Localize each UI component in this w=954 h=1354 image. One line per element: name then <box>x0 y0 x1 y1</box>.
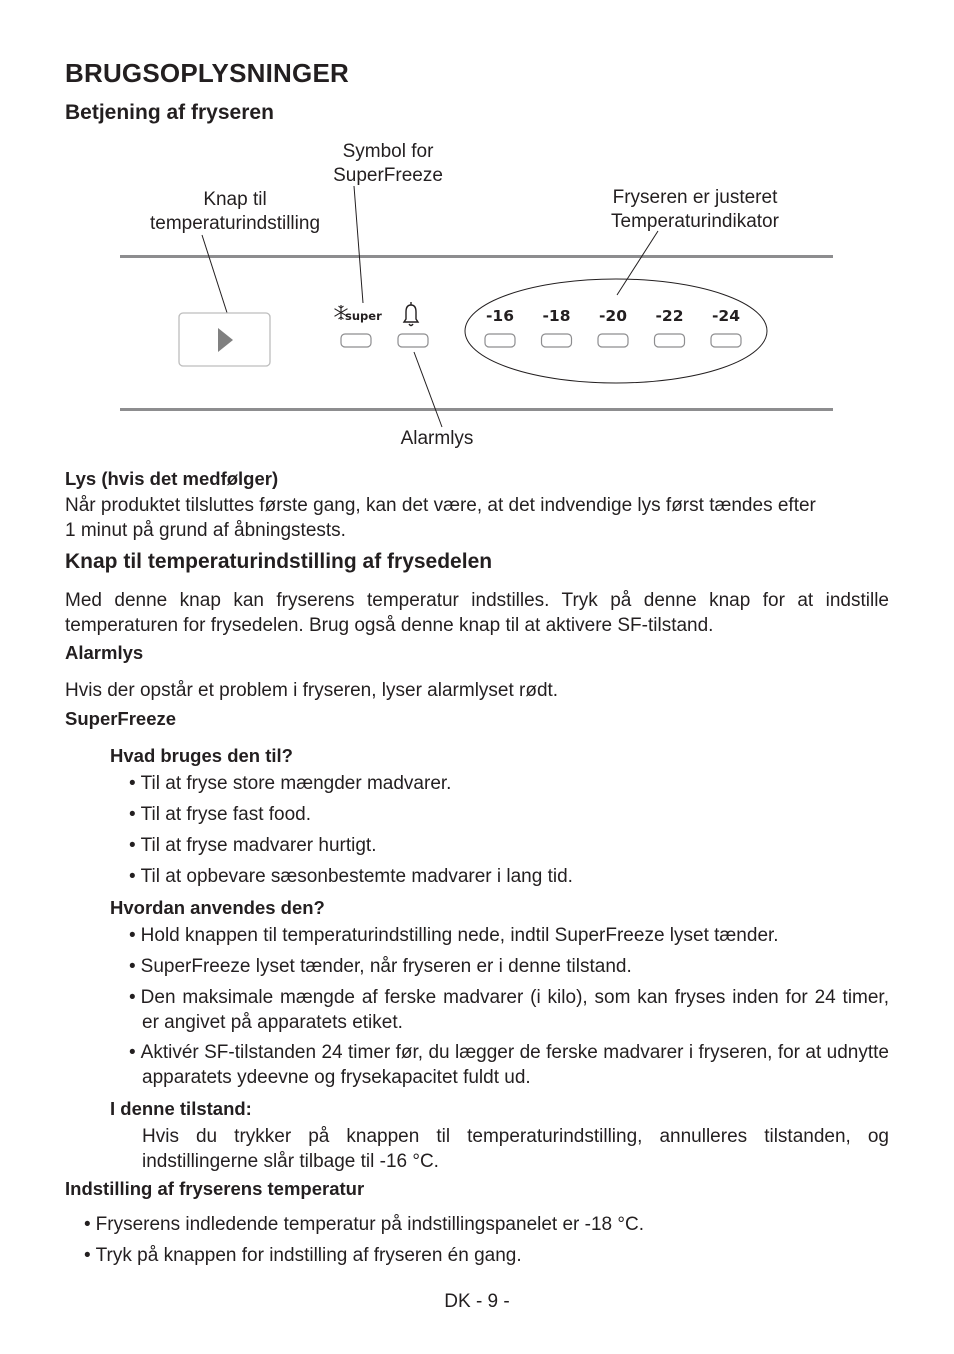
alarm-led <box>398 334 428 347</box>
superfreeze-heading: SuperFreeze <box>65 708 177 729</box>
section-heading-temp-button: Knap til temperaturindstilling af frysedelen <box>65 550 493 573</box>
temp-led-4 <box>711 334 741 347</box>
temp-led-3 <box>655 334 685 347</box>
pointer-alarm <box>414 352 442 427</box>
list-item: • Til at fryse store mængder madvarer. <box>129 773 452 794</box>
temp-led-2 <box>598 334 628 347</box>
list-item: • Den maksimale mængde af ferske madvarer (i kilo), som kan fryses inden for 24 timer, er angivet på apparatets etiket. <box>129 987 889 1033</box>
label-superfreeze-symbol: Symbol for SuperFreeze <box>333 141 443 186</box>
how-heading: Hvordan anvendes den? <box>110 897 325 918</box>
control-panel-diagram <box>0 0 954 460</box>
temp-setting-heading: Indstilling af fryserens temperatur <box>65 1178 365 1199</box>
list-item: • Aktivér SF-tilstanden 24 timer før, du lægger de ferske madvarer i fryseren, for at udnytte apparatets ydeevne og frysekapacitet fuldt ud. <box>129 1042 889 1088</box>
state-text: Hvis du trykker på knappen til temperaturindstilling, annulleres tilstanden, og indstillingerne slår tilbage til -16 °C. <box>142 1126 889 1172</box>
temp-value-2: -20 <box>598 307 628 325</box>
page-title: BRUGSOPLYSNINGER <box>65 58 349 88</box>
temp-led-0 <box>485 334 515 347</box>
alarm-heading: Alarmlys <box>65 642 144 663</box>
temp-button-text: Med denne knap kan fryserens temperatur indstilles. Tryk på denne knap for at indstille temperaturen for frysedelen. Brug også denne knap til at aktivere SF-tilstand. <box>65 590 889 636</box>
pointer-indicator <box>617 231 658 295</box>
panel-bottom-edge <box>120 408 833 411</box>
state-heading: I denne tilstand: <box>110 1098 252 1119</box>
pointer-temp-button <box>202 235 230 322</box>
list-item: • SuperFreeze lyset tænder, når fryseren er i denne tilstand. <box>129 956 632 977</box>
temp-value-3: -22 <box>655 307 684 325</box>
temp-value-0: -16 <box>485 307 515 325</box>
light-text: Når produktet tilsluttes første gang, kan det være, at det indvendige lys først tændes efter 1 minut på grund af åbningstests. <box>65 495 816 541</box>
superfreeze-led <box>341 334 371 347</box>
temp-led-1 <box>542 334 572 347</box>
temp-value-4: -24 <box>711 307 741 325</box>
panel-top-edge <box>120 255 833 258</box>
alarm-text: Hvis der opstår et problem i fryseren, lyser alarmlyset rødt. <box>65 680 559 701</box>
temperature-indicator-group <box>465 279 767 383</box>
light-heading: Lys (hvis det medfølger) <box>65 468 279 489</box>
super-label: super <box>345 309 382 323</box>
pointer-superfreeze <box>354 186 363 303</box>
bell-icon <box>404 302 418 326</box>
section-heading-operation: Betjening af fryseren <box>65 101 274 124</box>
label-temp-button: Knap til temperaturindstilling <box>149 189 321 234</box>
list-item: • Til at fryse madvarer hurtigt. <box>129 835 377 856</box>
list-item: • Fryserens indledende temperatur på indstillingspanelet er -18 °C. <box>84 1214 644 1235</box>
label-temp-indicator: Fryseren er justeret Temperaturindikator <box>611 187 779 232</box>
page-number: DK - 9 - <box>444 1291 510 1312</box>
list-item: • Tryk på knappen for indstilling af fryseren én gang. <box>84 1245 522 1266</box>
label-alarm: Alarmlys <box>400 428 474 449</box>
list-item: • Hold knappen til temperaturindstilling nede, indtil SuperFreeze lyset tænder. <box>129 925 779 946</box>
temp-value-1: -18 <box>542 307 571 325</box>
usage-heading: Hvad bruges den til? <box>110 745 293 766</box>
list-item: • Til at opbevare sæsonbestemte madvarer i lang tid. <box>129 866 573 887</box>
list-item: • Til at fryse fast food. <box>129 804 312 825</box>
